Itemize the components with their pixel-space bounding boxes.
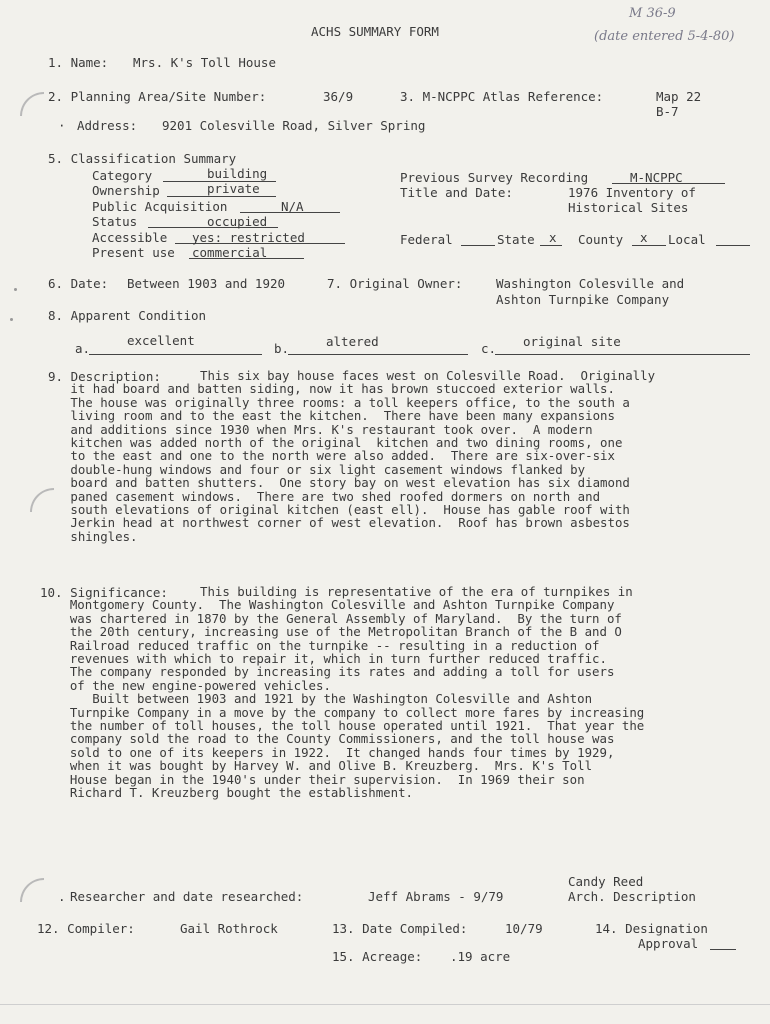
local-line [716,245,750,246]
arch-description-label: Arch. Description [568,889,696,904]
item4-value: 9201 Colesville Road, Silver Spring [162,118,426,133]
status-value: occupied [207,214,268,229]
ownership-line [167,196,276,197]
condition-c-label: c. [481,341,497,356]
ownership-label: Ownership [92,183,160,198]
punch-hole-mark [20,878,44,902]
previous-survey-label: Previous Survey Recording [400,170,589,185]
item4-label: Address: [77,118,138,133]
federal-label: Federal [400,232,453,247]
item13-value: 10/79 [505,921,543,936]
item15-value: .19 acre [450,949,511,964]
category-value: building [207,166,268,181]
scan-speck [14,288,17,291]
item8-label: 8. Apparent Condition [48,308,207,323]
item12-value: Gail Rothrock [180,921,278,936]
county-mark: x [640,230,648,245]
acquisition-value: N/A [281,199,304,214]
present-use-value: commercial [192,245,268,260]
item7-value-line1: Washington Colesville and [496,276,685,291]
item6-label: 6. Date: [48,276,109,291]
punch-hole-mark [20,92,44,116]
item13-label: 13. Date Compiled: [332,921,468,936]
condition-b-label: b. [274,341,290,356]
acquisition-line [240,212,340,213]
state-label: State [497,232,535,247]
description-text: This six bay house faces west on Colesville Road. Originally it had board and batten siding, now it has brown stuccoed exterior walls. The house was originally three rooms: a toll keepers office, to the south a living room and to the east the kitchen. There have been many expansions and additions since 1930 when Mrs. K's restaurant took over. A modern kitchen was added north of the original kitchen and two dining rooms, one to the east and one to the north were also added. There are six-over-six double-hung windows and four or six light casement windows flanked by board and batten shutters. One story bay on west elevation has six diamond paned casement windows. There are two shed roofed dormers on north and south elevations of original kitchen (east ell). House has gable roof with Jerkin head at northwest corner of west elevation. Roof has brown asbestos shingles. [70,368,656,544]
county-line [632,245,666,246]
condition-a-line [89,354,262,355]
present-use-label: Present use [92,245,175,260]
condition-b-value: altered [326,334,379,349]
condition-c-value: original site [523,334,621,349]
handwritten-reference: M 36-9 [629,6,676,21]
ownership-value: private [207,181,260,196]
item5-label: 5. Classification Summary [48,151,237,166]
item3-value-line1: Map 22 [656,89,702,104]
item12-label: 12. Compiler: [37,921,135,936]
item1-value: Mrs. K's Toll House [133,55,276,70]
arch-description-name: Candy Reed [568,874,644,889]
handwritten-date-note: (date entered 5-4-80) [594,29,735,44]
item14-label: 14. Designation [595,921,708,936]
acquisition-label: Public Acquisition [92,199,228,214]
item11-number: . [58,889,66,904]
local-label: Local [668,232,706,247]
item7-label: 7. Original Owner: [327,276,463,291]
status-label: Status [92,214,138,229]
county-label: County [578,232,624,247]
condition-b-line [288,354,468,355]
title-date-line2: Historical Sites [568,200,689,215]
condition-a-value: excellent [127,333,195,348]
item11-label: Researcher and date researched: [70,889,304,904]
scan-speck [10,318,13,321]
category-label: Category [92,168,153,183]
item7-value-line2: Ashton Turnpike Company [496,292,670,307]
form-title: ACHS SUMMARY FORM [311,24,439,39]
item2-label: 2. Planning Area/Site Number: [48,89,267,104]
condition-a-label: a. [75,341,91,356]
approval-line [710,949,736,950]
item4-number: · [58,118,66,133]
title-date-label: Title and Date: [400,185,513,200]
previous-survey-value: M-NCPPC [630,170,683,185]
item14-label2: Approval [638,936,699,951]
punch-hole-mark [30,488,54,512]
item15-label: 15. Acreage: [332,949,423,964]
item1-label: 1. Name: [48,55,109,70]
federal-line [461,245,495,246]
item3-label: 3. M-NCPPC Atlas Reference: [400,89,604,104]
title-date-line1: 1976 Inventory of [568,185,696,200]
state-mark: x [549,230,557,245]
item6-value: Between 1903 and 1920 [127,276,286,291]
item10-label: 10. Significance: [40,585,168,600]
scan-edge-line [0,1004,770,1005]
accessible-label: Accessible [92,230,168,245]
accessible-value: yes: restricted [192,230,305,245]
item9-label: 9. Description: [48,369,161,384]
item11-value: Jeff Abrams - 9/79 [368,889,504,904]
item3-value-line2: B-7 [656,104,679,119]
significance-text: This building is representative of the era of turnpikes in Montgomery County. The Washington Colesville and Ashton Turnpike Company was chartered in 1870 by the General Assembly of Maryland. By the turn of the 20th century, increasing use of the Metropolitan Branch of the B and O Railroad reduced traffic on the turnpike -- resulting in a reduction of revenues with which to repair it, which in turn further reduced traffic. The company responded by increasing its rates and adding a toll for users of the new engine-powered vehicles. Built between 1903 and 1921 by the Washington Colesville and Ashton Turnpike Company in a move by the company to collect more fares by increasing the number of toll houses, the toll house operated until 1921. That year the company sold the road to the County Commissioners, and the toll house was sold to one of its keepers in 1922. It changed hands four times by 1929, when it was bought by Harvey W. and Olive B. Kreuzberg. Mrs. K's Toll House began in the 1940's under their supervision. In 1969 their son Richard T. Kreuzberg bought the establishment. [69,584,645,801]
item2-value: 36/9 [323,89,354,104]
state-line [540,245,562,246]
condition-c-line [495,354,750,355]
